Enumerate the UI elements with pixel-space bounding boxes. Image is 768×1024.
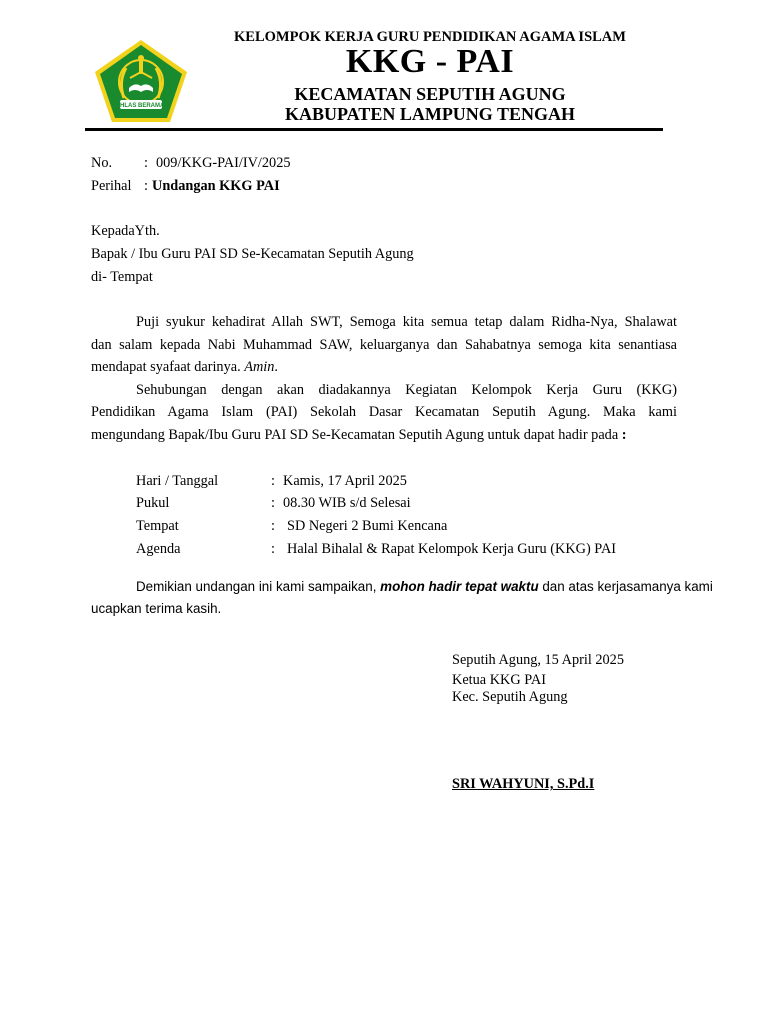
paragraph-2-line-2: Pendidikan Agama Islam (PAI) Sekolah Dasar Kecamatan Seputih Agung. Maka kami	[91, 404, 677, 420]
header-acronym: KKG - PAI	[345, 43, 515, 80]
header-organization: KELOMPOK KERJA GURU PENDIDIKAN AGAMA ISLAM	[234, 29, 626, 45]
signatory-name: SRI WAHYUNI, S.Pd.I	[452, 776, 595, 792]
detail-agenda-label: Agenda	[136, 541, 181, 557]
recipient-place: di- Tempat	[91, 269, 153, 285]
closing-emphasis: mohon hadir tepat waktu	[380, 579, 539, 594]
letter-subject: Undangan KKG PAI	[152, 178, 280, 194]
closing-line-1: Demikian undangan ini kami sampaikan, mohon hadir tepat waktu dan atas kerjasamanya kami	[136, 579, 713, 594]
paragraph-2-line-3: mengundang Bapak/Ibu Guru PAI SD Se-Kecamatan Seputih Agung untuk dapat hadir pada :	[91, 427, 627, 443]
paragraph-1-line-2: dan salam kepada Nabi Muhammad SAW, keluarganya dan Sahabatnya semoga kita senantiasa	[91, 337, 677, 353]
detail-place-label: Tempat	[136, 518, 179, 534]
subject-separator: :	[144, 178, 148, 194]
header-divider	[85, 128, 663, 131]
subject-label: Perihal	[91, 178, 132, 194]
signature-place-date: Seputih Agung, 15 April 2025	[452, 652, 624, 668]
detail-agenda-separator: :	[271, 541, 275, 557]
detail-date-value: Kamis, 17 April 2025	[283, 473, 407, 489]
detail-agenda-value: Halal Bihalal & Rapat Kelompok Kerja Guru (KKG) PAI	[287, 541, 617, 557]
logo-motto-text: IKHLAS BERAMAL	[114, 103, 168, 109]
recipient-greeting: KepadaYth.	[91, 223, 160, 239]
detail-place-value: SD Negeri 2 Bumi Kencana	[287, 518, 448, 534]
header-regency: KABUPATEN LAMPUNG TENGAH	[284, 104, 575, 124]
detail-date-label: Hari / Tanggal	[136, 473, 219, 489]
letter-number: 009/KKG-PAI/IV/2025	[156, 155, 291, 171]
signature-title: Ketua KKG PAI	[452, 672, 546, 688]
detail-place-separator: :	[271, 518, 275, 534]
amin-text: Amin	[244, 359, 275, 375]
signature-unit: Kec. Seputih Agung	[452, 689, 568, 705]
closing-line-2: ucapkan terima kasih.	[91, 601, 222, 616]
detail-time-separator: :	[271, 495, 275, 511]
paragraph-1-line-3: mendapat syafaat darinya. Amin.	[91, 359, 278, 375]
paragraph-1-line-1: Puji syukur kehadirat Allah SWT, Semoga kita semua tetap dalam Ridha-Nya, Shalawat	[136, 314, 677, 330]
paragraph-2-line-1: Sehubungan dengan akan diadakannya Kegiatan Kelompok Kerja Guru (KKG)	[136, 382, 677, 398]
detail-time-label: Pukul	[136, 495, 170, 511]
number-label: No.	[91, 155, 113, 171]
detail-time-value: 08.30 WIB s/d Selesai	[283, 495, 411, 511]
recipient-name: Bapak / Ibu Guru PAI SD Se-Kecamatan Seputih Agung	[91, 246, 414, 262]
header-district: KECAMATAN SEPUTIH AGUNG	[294, 84, 566, 104]
detail-date-separator: :	[271, 473, 275, 489]
number-separator: :	[144, 155, 148, 171]
